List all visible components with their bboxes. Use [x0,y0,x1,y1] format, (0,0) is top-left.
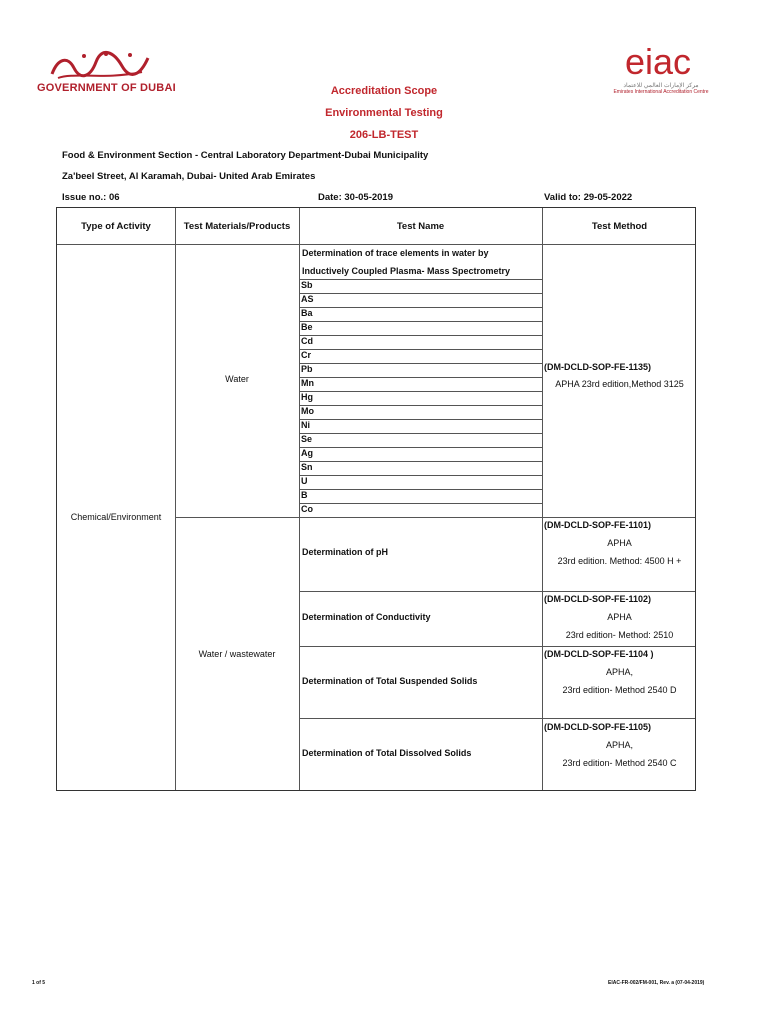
material-water: Water [225,374,249,384]
element-row-divider [299,503,542,504]
scope-table [56,207,696,791]
element-row-divider [299,391,542,392]
method-edition-1102: 23rd edition- Method: 2510 [565,630,674,640]
header-test-method: Test Method [591,220,648,232]
element-row-divider [299,405,542,406]
element-row-divider [299,349,542,350]
trace-elements-test-line2: Inductively Coupled Plasma- Mass Spectrometry [302,266,511,276]
doc-code: 206-LB-TEST [349,129,419,141]
element-mo: Mo [301,406,314,416]
header-activity: Type of Activity [81,220,151,232]
element-row-divider [299,433,542,434]
address: Za'beel Street, Al Karamah, Dubai- United Arab Emirates [62,171,316,182]
method-apha-1104: APHA, [605,667,633,677]
activity-cell: Chemical/Environment [70,512,162,522]
method-code-1105: (DM-DCLD-SOP-FE-1105) [544,722,652,732]
element-pb: Pb [301,364,313,374]
header-divider [57,244,695,245]
element-row-divider [299,321,542,322]
method-edition-1105: 23rd edition- Method 2540 C [562,758,677,768]
method-apha-1102: APHA [607,612,632,622]
element-co: Co [301,504,313,514]
government-of-dubai-logo [44,48,154,82]
element-ag: Ag [301,448,313,458]
element-sn: Sn [301,462,313,472]
element-mn: Mn [301,378,314,388]
row-divider [299,718,695,719]
header-materials: Test Materials/Products [183,220,291,232]
doc-title: Accreditation Scope [330,85,438,97]
row-divider [299,646,695,647]
method-code-1101: (DM-DCLD-SOP-FE-1101) [544,520,652,530]
element-se: Se [301,434,313,444]
doc-subtitle: Environmental Testing [325,107,443,119]
col-divider [542,208,543,790]
test-tds: Determination of Total Dissolved Solids [302,748,472,758]
method-text-1135: APHA 23rd edition,Method 3125 [555,379,684,389]
element-ni: Ni [301,420,310,430]
test-ph: Determination of pH [302,547,389,557]
method-edition-1104: 23rd edition- Method 2540 D [562,685,677,695]
element-row-divider [299,461,542,462]
element-cr: Cr [301,350,312,360]
header-test-name: Test Name [396,220,445,232]
issue-date: Date: 30-05-2019 [318,192,393,203]
element-b: B [301,490,308,500]
material-wastewater: Water / wastewater [198,649,276,659]
element-row-divider [299,447,542,448]
col-divider [175,208,176,790]
row-divider [175,517,695,518]
element-row-divider [299,293,542,294]
test-tss: Determination of Total Suspended Solids [302,676,478,686]
element-row-divider [299,307,542,308]
method-code-1135: (DM-DCLD-SOP-FE-1135) [544,362,652,372]
eiac-arabic-name: مركز الإمارات العالمي للاعتماد [623,83,699,89]
form-reference: EIAC-FR-002/FM-001, Rev. a (07-04-2019) [608,980,705,986]
test-conductivity: Determination of Conductivity [302,612,431,622]
method-apha-1101: APHA [607,538,632,548]
element-hg: Hg [301,392,313,402]
element-u: U [301,476,308,486]
eiac-logo-text: eiac [624,41,692,82]
method-code-1102: (DM-DCLD-SOP-FE-1102) [544,594,652,604]
valid-to: Valid to: 29-05-2022 [544,192,633,203]
eiac-english-name: Emirates International Accreditation Centre [613,89,709,95]
element-cd: Cd [301,336,313,346]
element-row-divider [299,377,542,378]
issue-number: Issue no.: 06 [62,192,120,203]
page-number: 1 of 5 [32,980,46,986]
element-sb: Sb [301,280,313,290]
row-divider [299,591,695,592]
element-row-divider [299,335,542,336]
method-edition-1101: 23rd edition. Method: 4500 H + [557,556,682,566]
element-ba: Ba [301,308,313,318]
method-code-1104: (DM-DCLD-SOP-FE-1104 ) [544,649,654,659]
element-be: Be [301,322,313,332]
element-as: AS [301,294,314,304]
element-row-divider [299,363,542,364]
element-row-divider [299,419,542,420]
government-of-dubai-label: GOVERNMENT OF DUBAI [37,82,176,94]
row-divider [299,279,542,280]
trace-elements-test-line1: Determination of trace elements in water by [302,248,489,258]
col-divider [299,208,300,790]
element-row-divider [299,475,542,476]
element-row-divider [299,489,542,490]
section-name: Food & Environment Section - Central Laboratory Department-Dubai Municipality [62,150,429,161]
method-apha-1105: APHA, [605,740,633,750]
